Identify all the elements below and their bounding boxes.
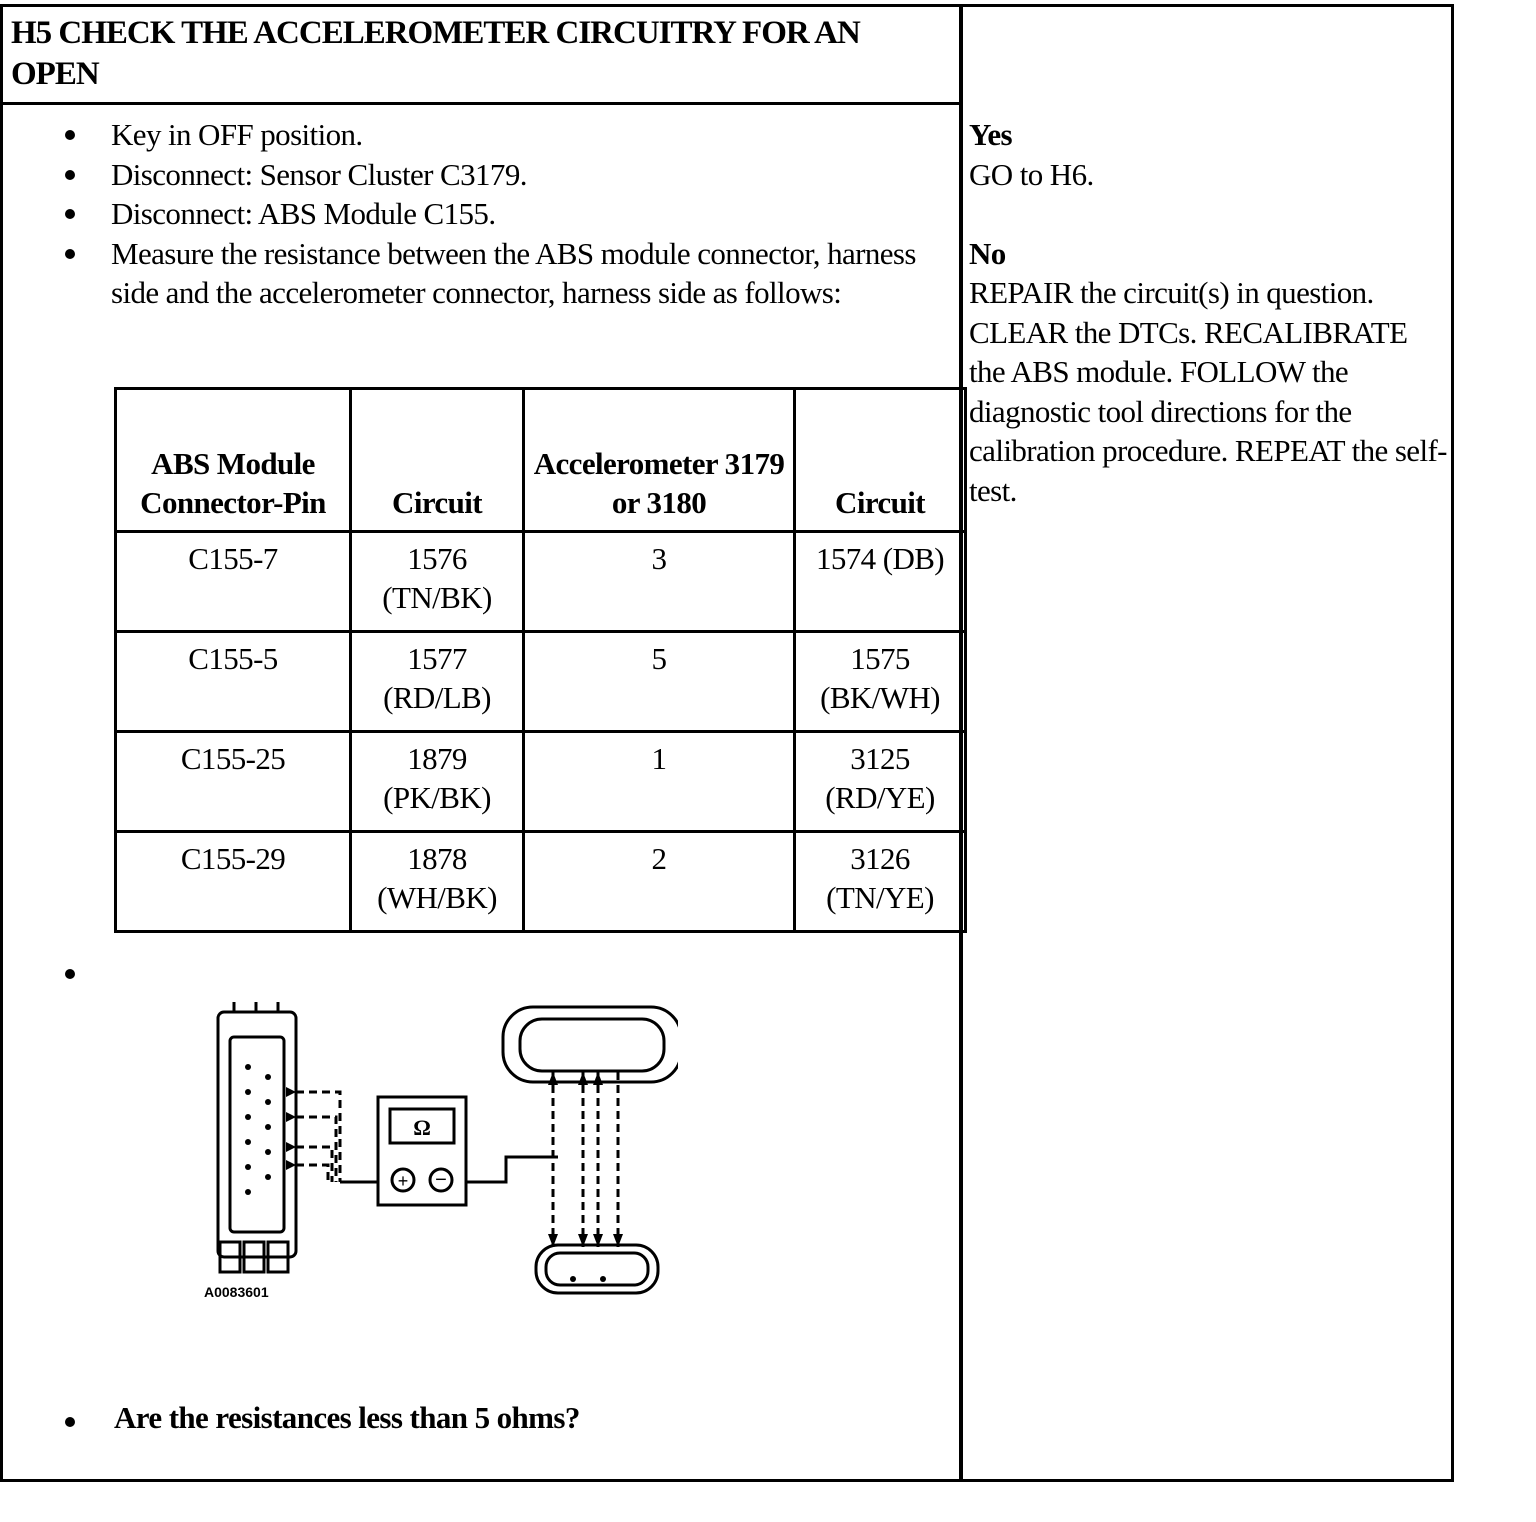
svg-text:+: + <box>397 1171 409 1191</box>
table-cell: 3 <box>524 532 795 632</box>
figure-reference: A0083601 <box>204 1284 269 1300</box>
step-item: Disconnect: ABS Module C155. <box>61 194 946 234</box>
table-row <box>116 532 966 632</box>
table-cell: C155-5 <box>116 632 351 732</box>
step-item: Measure the resistance between the ABS module connector, harness side and the accelerometer connector, harness side as follows: <box>61 234 946 313</box>
col-header-circuit-2: Circuit <box>795 389 966 532</box>
yes-action: GO to H6. <box>969 156 1094 192</box>
table-cell: 1576 (TN/BK) <box>351 532 524 632</box>
table-cell: 1574 (DB) <box>795 532 966 632</box>
table-cell: C155-25 <box>116 732 351 832</box>
bullet-icon <box>65 170 75 180</box>
bullet-icon <box>65 209 75 219</box>
table-cell: 1 <box>524 732 795 832</box>
step-title: H5 CHECK THE ACCELEROMETER CIRCUITRY FOR AN OPEN <box>11 15 860 92</box>
bullet-icon <box>65 249 75 259</box>
connector-wiring-diagram <box>198 997 678 1307</box>
table-row <box>116 632 966 732</box>
table-cell: 1575 (BK/WH) <box>795 632 966 732</box>
test-question: Are the resistances less than 5 ohms? <box>114 1400 580 1435</box>
bullet-icon <box>65 1417 75 1427</box>
table-cell: 3126 (TN/YE) <box>795 832 966 932</box>
col-header-abs-pin: ABS Module Connector-Pin <box>116 389 351 532</box>
table-cell: 5 <box>524 632 795 732</box>
ohm-symbol: Ω <box>413 1115 431 1140</box>
yes-label: Yes <box>969 117 1012 152</box>
col-header-circuit: Circuit <box>351 389 524 532</box>
svg-text:−: − <box>435 1169 447 1191</box>
step-item: Key in OFF position. <box>61 115 946 155</box>
pin-table <box>114 387 967 933</box>
title-divider <box>3 102 959 105</box>
table-cell: C155-7 <box>116 532 351 632</box>
bullet-icon <box>65 130 75 140</box>
table-cell: 2 <box>524 832 795 932</box>
table-cell: 1878 (WH/BK) <box>351 832 524 932</box>
result-column <box>969 115 1449 510</box>
table-row <box>116 732 966 832</box>
no-label: No <box>969 235 1006 271</box>
table-cell: 1577 (RD/LB) <box>351 632 524 732</box>
bullet-icon <box>65 969 75 979</box>
step-list <box>61 115 946 313</box>
table-cell: 3125 (RD/YE) <box>795 732 966 832</box>
no-action: REPAIR the circuit(s) in question. CLEAR the DTCs. RECALIBRATE the ABS module. FOLLOW the diagnostic tool directions for the calibration procedure. REPEAT the self-test. <box>969 275 1447 508</box>
table-cell: 1879 (PK/BK) <box>351 732 524 832</box>
step-item: Disconnect: Sensor Cluster C3179. <box>61 155 946 195</box>
col-header-accelerometer: Accelerometer 3179 or 3180 <box>524 389 795 532</box>
table-row <box>116 832 966 932</box>
procedure-table <box>0 4 1454 1482</box>
table-cell: C155-29 <box>116 832 351 932</box>
